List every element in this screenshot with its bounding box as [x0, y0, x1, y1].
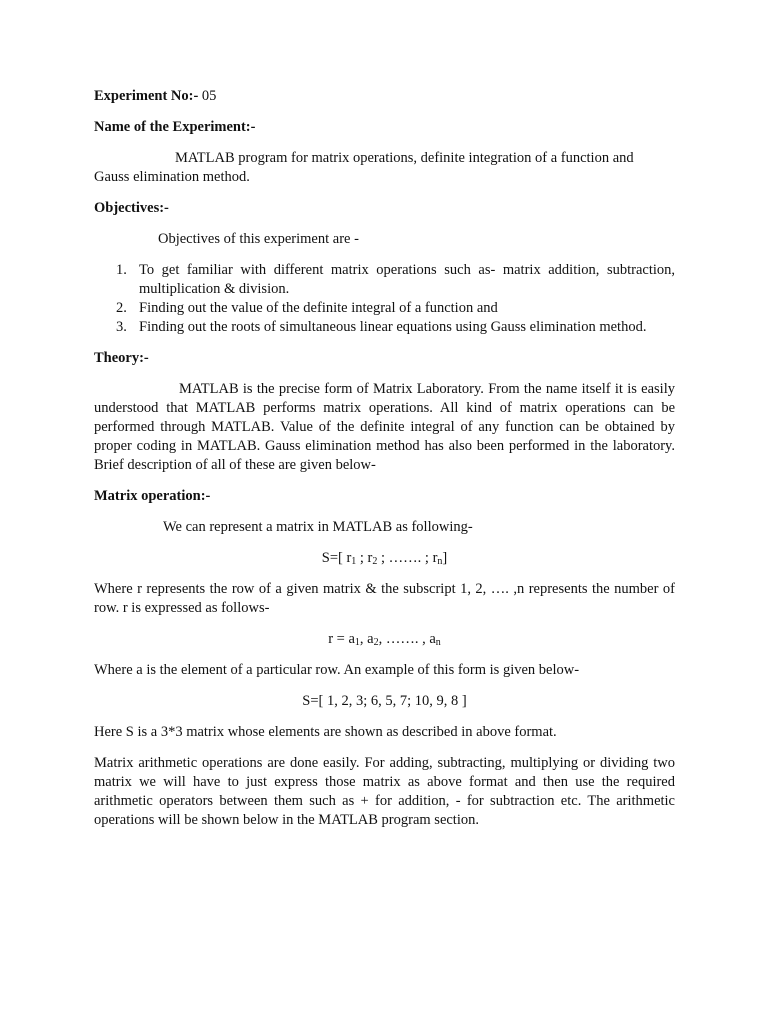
experiment-label: Experiment No:-: [94, 88, 199, 104]
formula-r-sub-n: n: [435, 637, 441, 648]
objective-number: 3.: [116, 319, 127, 335]
formula-s-sub-n: n: [437, 556, 443, 567]
matrix-example: S=[ 1, 2, 3; 6, 5, 7; 10, 9, 8 ]: [302, 693, 467, 709]
name-line-1: MATLAB program for matrix operations, definite integration of a function and: [175, 150, 634, 166]
matrix-formula-r: [94, 630, 675, 649]
theory-heading: Theory:-: [94, 350, 149, 366]
formula-s-mid-1: ; r: [356, 550, 373, 566]
formula-s-suffix: ]: [442, 550, 448, 566]
objective-text: Finding out the value of the definite integral of a function and: [139, 300, 498, 316]
formula-r-prefix: r = a: [328, 631, 355, 647]
objectives-list: [94, 261, 675, 337]
formula-s-prefix: S=[ r: [321, 550, 352, 566]
objective-item: [94, 299, 675, 318]
matrix-heading: Matrix operation:-: [94, 488, 211, 504]
objective-text: Finding out the roots of simultaneous linear equations using Gauss elimination method.: [139, 319, 647, 335]
here-s-paragraph: Here S is a 3*3 matrix whose elements are shown as described in above format.: [94, 724, 557, 740]
matrix-formula-s: [94, 549, 675, 568]
formula-s-mid-2: ; ……. ; r: [377, 550, 438, 566]
objective-number: 1.: [116, 262, 127, 278]
matrix-intro: We can represent a matrix in MATLAB as following-: [163, 519, 473, 535]
where-r-paragraph: Where r represents the row of a given matrix & the subscript 1, 2, …. ,n represents the number of row. r is expressed as follows-: [94, 581, 675, 616]
objective-text: To get familiar with different matrix operations such as- matrix addition, subtraction, multiplication & division.: [139, 262, 675, 297]
name-heading: Name of the Experiment:-: [94, 119, 256, 135]
formula-r-mid-2: , ……. , a: [378, 631, 436, 647]
document-body: [94, 87, 675, 830]
objectives-heading: Objectives:-: [94, 200, 169, 216]
experiment-number: [94, 87, 675, 106]
objective-item: [94, 318, 675, 337]
objectives-intro: Objectives of this experiment are -: [158, 231, 359, 247]
experiment-value: 05: [198, 88, 217, 104]
formula-s-sub-1: 1: [351, 556, 357, 567]
formula-r-sub-1: 1: [354, 637, 360, 648]
objective-item: [94, 261, 675, 299]
where-a-paragraph: Where a is the element of a particular row. An example of this form is given below-: [94, 662, 580, 678]
formula-r-mid-1: , a: [359, 631, 374, 647]
arithmetic-paragraph: Matrix arithmetic operations are done easily. For adding, subtracting, multiplying or dividing two matrix we will have to just express those matrix as above format and then use the required arithmetic operators between them such as + for addition, - for subtraction etc. The arithmetic operations will be shown below in the MATLAB program section.: [94, 755, 675, 828]
formula-s-sub-2: 2: [372, 556, 378, 567]
objective-number: 2.: [116, 300, 127, 316]
name-line-2: Gauss elimination method.: [94, 169, 250, 185]
formula-r-sub-2: 2: [373, 637, 379, 648]
theory-paragraph: MATLAB is the precise form of Matrix Laboratory. From the name itself it is easily understood that MATLAB performs matrix operations. All kind of matrix operations can be performed through MATLAB. Value of the definite integral of any function can be obtained by proper coding in MATLAB. Gauss elimination method has also been performed in the laboratory. Brief description of all of these are given below-: [94, 381, 675, 473]
